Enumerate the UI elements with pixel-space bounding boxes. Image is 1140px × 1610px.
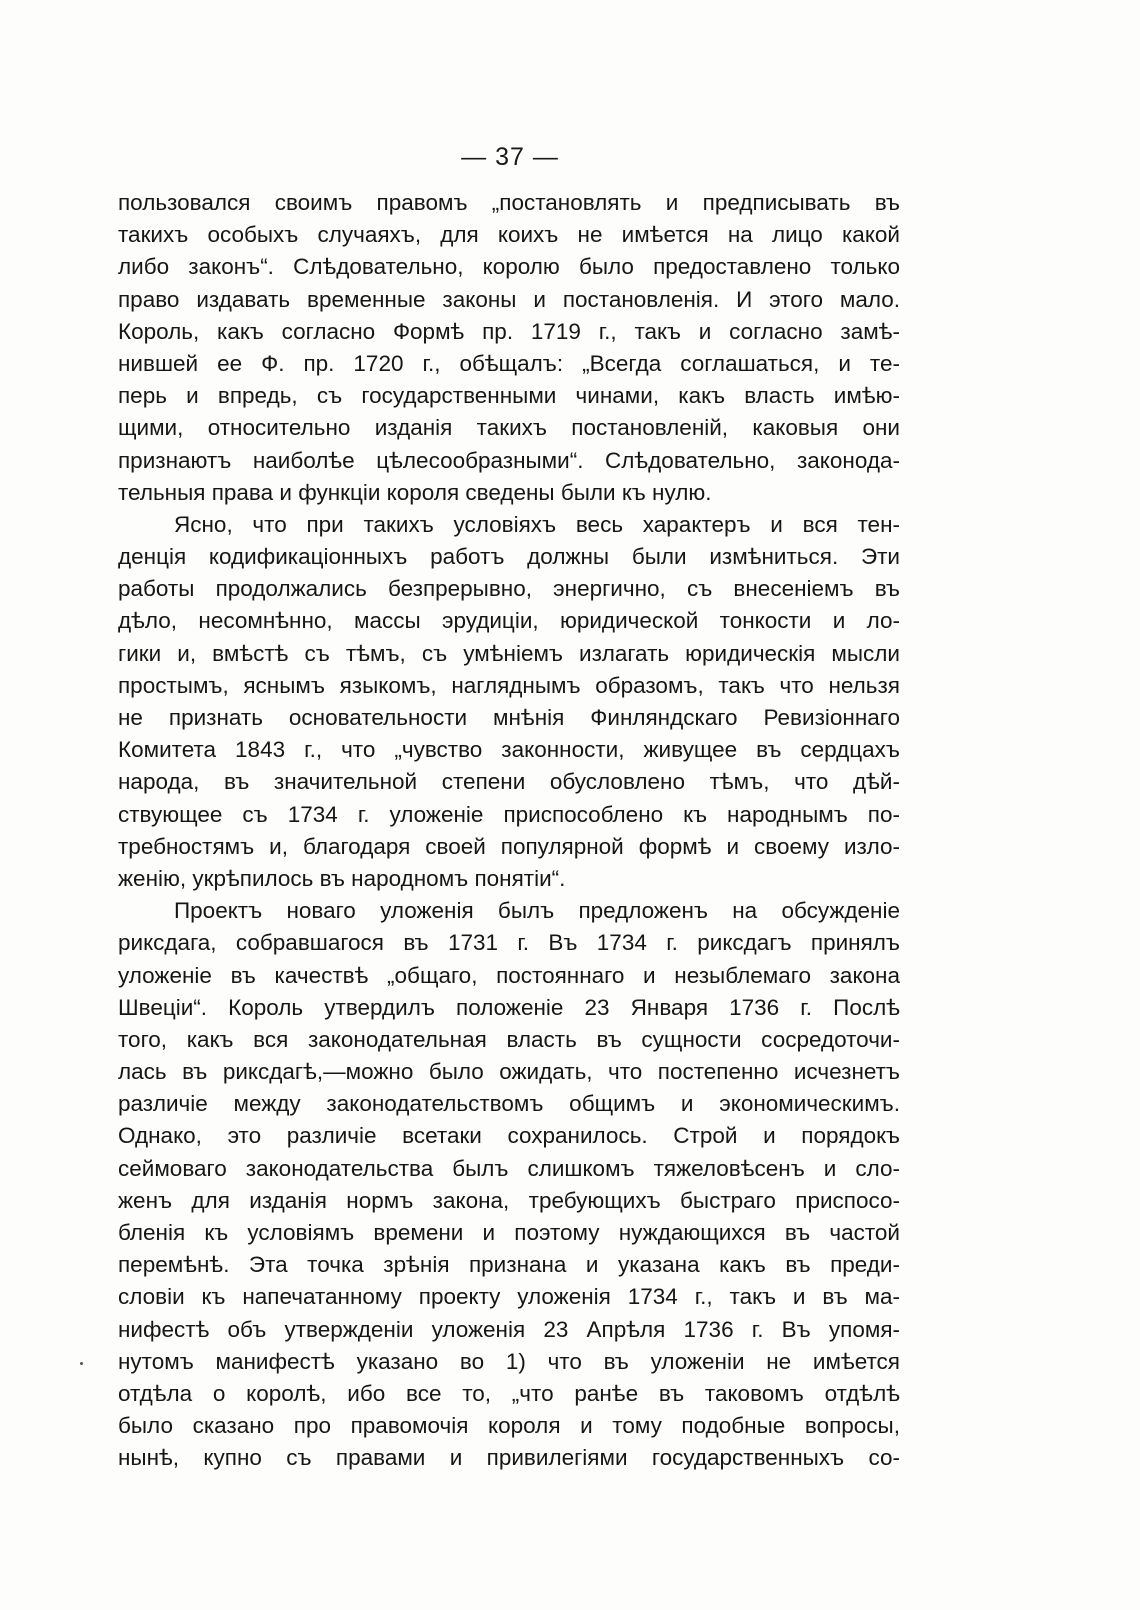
text-line: ствующее съ 1734 г. уложеніе приспособлено къ народнымъ по- [118,801,900,827]
text-line: было сказано про правомочія короля и тому подобные вопросы, [118,1413,900,1439]
text-line: признаютъ наиболѣе цѣлесообразными“. Слѣдовательно, законода- [118,447,900,473]
text-line: денція кодификаціонныхъ работъ должны были измѣниться. Эти [118,544,900,570]
page-number: — 37 — [461,143,559,171]
text-line: риксдага, собравшагося въ 1731 г. Въ 1734 г. риксдагъ принялъ [118,930,900,956]
text-line: словіи къ напечатанному проекту уложенія 1734 г., такъ и въ ма- [118,1284,900,1310]
text-line: различіе между законодательствомъ общимъ и экономическимъ. [118,1091,900,1117]
text-line: нынѣ, купно съ правами и привилегіями государственныхъ со- [118,1445,900,1471]
text-line: женію, укрѣпилось въ народномъ понятіи“. [118,865,566,891]
text-line: требностямъ и, благодаря своей популярной формѣ и своему изло- [118,833,900,859]
text-line: либо законъ“. Слѣдовательно, королю было предоставлено только [118,254,900,280]
text-line: дѣло, несомнѣнно, массы эрудиціи, юридической тонкости и ло- [118,608,900,634]
text-line: щими, относительно изданія такихъ постановленій, каковыя они [118,415,900,441]
text-line: нифестѣ объ утвержденіи уложенія 23 Апрѣля 1736 г. Въ упомя- [118,1316,900,1342]
text-line: нившей ее Ф. пр. 1720 г., обѣщалъ: „Всегда соглашаться, и те- [118,350,900,376]
text-line: работы продолжались безпрерывно, энергично, съ внесеніемъ въ [118,576,900,602]
text-line: нутомъ манифестѣ указано во 1) что въ уложеніи не имѣется [118,1348,900,1374]
text-line: сеймоваго законодательства былъ слишкомъ тяжеловѣсенъ и сло- [118,1155,900,1181]
text-line: гики и, вмѣстѣ съ тѣмъ, съ умѣніемъ излагать юридическія мысли [118,640,900,666]
text-line: уложеніе въ качествѣ „общаго, постояннаго и незыблемаго закона [118,962,900,988]
text-line: лась въ риксдагѣ,—можно было ожидать, что постепенно исчезнетъ [118,1059,900,1085]
text-line: перь и впредь, съ государственными чинами, какъ власть имѣю- [118,383,900,409]
text-line: перемѣнѣ. Эта точка зрѣнія признана и указана какъ въ преди- [118,1252,900,1278]
scan-speck [80,1362,83,1365]
text-line: бленія къ условіямъ времени и поэтому нуждающихся въ частой [118,1220,900,1245]
text-line: право издавать временные законы и постановленія. И этого мало. [118,286,900,312]
text-line: Однако, это различіе всетаки сохранилось. Строй и порядокъ [118,1123,900,1149]
text-line: того, какъ вся законодательная власть въ сущности сосредоточи- [118,1026,900,1052]
text-line: народа, въ значительной степени обусловлено тѣмъ, что дѣй- [118,769,900,795]
text-line: простымъ, яснымъ языкомъ, нагляднымъ образомъ, такъ что нельзя [118,672,900,698]
text-line: такихъ особыхъ случаяхъ, для коихъ не имѣется на лицо какой [118,222,900,248]
text-line: не признать основательности мнѣнія Финляндскаго Ревизіоннаго [118,705,900,730]
text-line: Король, какъ согласно Формѣ пр. 1719 г., такъ и согласно замѣ- [118,318,900,344]
text-line: Комитета 1843 г., что „чувство законности, живущее въ сердцахъ [118,737,900,763]
text-line: пользовался своимъ правомъ „постановлять и предписывать въ [118,190,900,215]
text-line: Ясно, что при такихъ условіяхъ весь характеръ и вся тен- [174,511,900,537]
text-line: женъ для изданія нормъ закона, требующихъ быстраго приспосо- [118,1187,900,1213]
text-line: Проектъ новаго уложенія былъ предложенъ на обсужденіе [174,898,900,924]
body-text [118,187,900,1475]
text-line: отдѣла о королѣ, ибо все то, „что ранѣе въ таковомъ отдѣлѣ [118,1380,900,1406]
text-line: тельныя права и функціи короля сведены были къ нулю. [118,479,712,505]
text-line: Швеціи“. Король утвердилъ положеніе 23 Января 1736 г. Послѣ [118,994,900,1020]
